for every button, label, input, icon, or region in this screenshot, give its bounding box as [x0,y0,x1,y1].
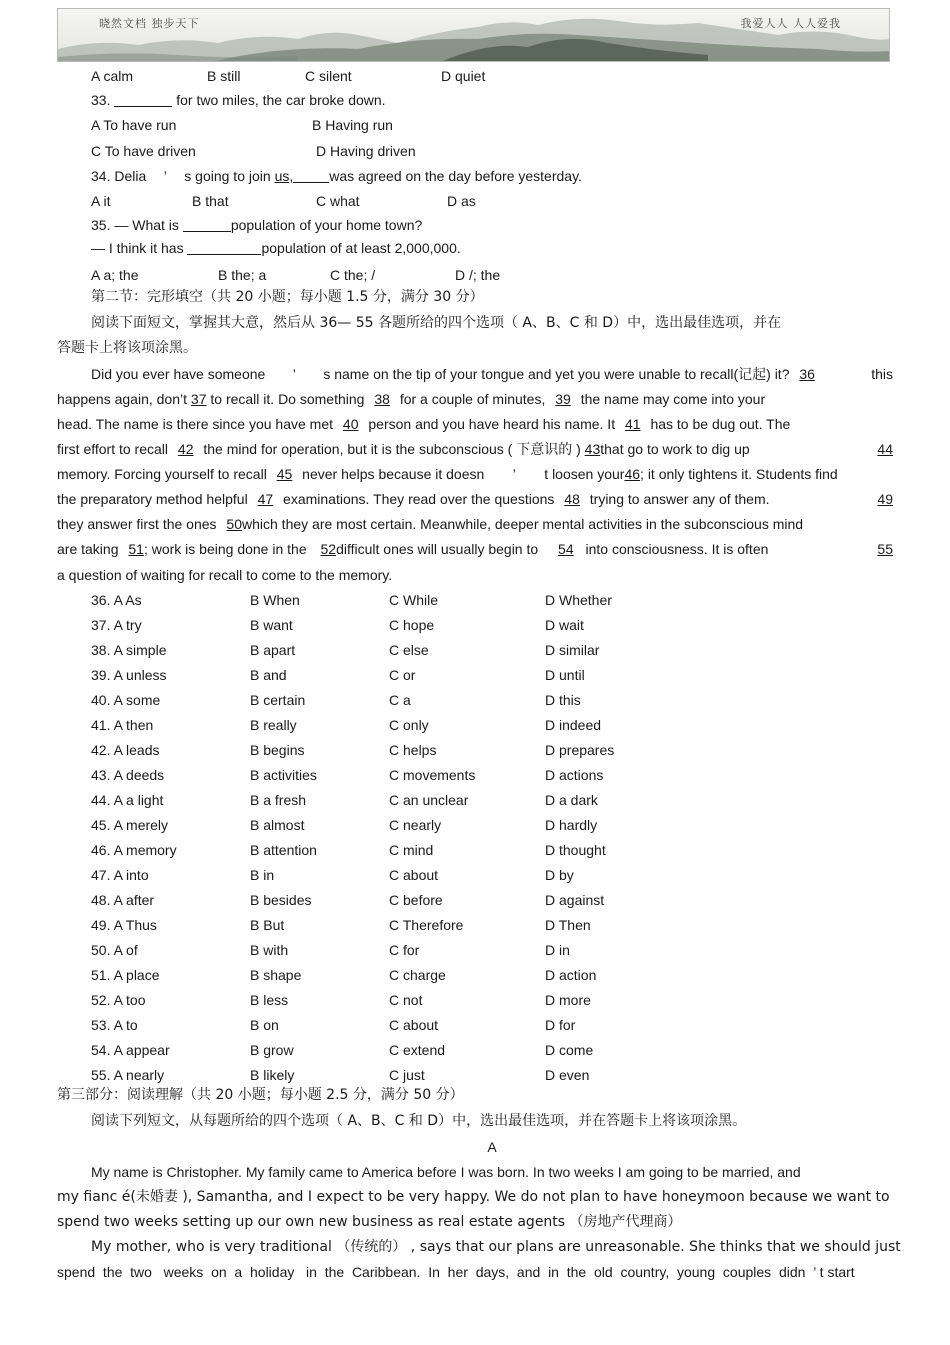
cloze-q47-option-b: B in [250,867,275,883]
cloze-q39-option-d: D until [545,667,585,683]
cloze-text: t [183,391,188,407]
cloze-q52-option-b: B less [250,992,289,1008]
cloze-q41-option-b: B really [250,717,297,733]
cloze-q46-option-d: D thought [545,842,606,858]
cloze-blank-36: 36 [799,366,815,382]
cloze-q48-option-a: 48. A after [91,892,155,908]
q33-option-d: D Having driven [316,143,416,159]
cloze-text: memory. Forcing yourself to recall [57,466,267,482]
cloze-q50-option-c: C for [389,942,420,958]
cloze-q45-option-a: 45. A merely [91,817,169,833]
cloze-q36-option-a: 36. A As [91,592,142,608]
cloze-q41-option-d: D indeed [545,717,602,733]
q33-text: for two miles, the car broke down. [176,92,386,108]
cloze-q51-option-b: B shape [250,967,302,983]
cloze-q45-option-d: D hardly [545,817,598,833]
q34-option-a: A it [91,193,111,209]
section2-heading: 第二节：完形填空（共 20 小题；每小题 1.5 分，满分 30 分） [91,289,484,305]
q33-option-c: C To have driven [91,143,196,159]
cloze-blank-40: 40 [342,416,359,432]
cloze-q49-option-a: 49. A Thus [91,917,157,933]
q32-option-c: C silent [305,68,352,84]
cloze-blank-47: 47 [257,491,274,507]
cloze-blank-45: 45 [276,466,293,482]
passage-a-p1-line2: my fianc é(未婚妻 ), Samantha, and I expect to be very happy. We do not plan to have honeymoon because we want to [57,1189,890,1205]
cloze-q39-option-c: C or [389,667,416,683]
cloze-q53-option-b: B on [250,1017,279,1033]
cloze-apostrophe: ’ [512,466,516,482]
cloze-q40-option-b: B certain [250,692,306,708]
cloze-text: ; work is being done in the [143,541,307,557]
cloze-q46-option-a: 46. A memory [91,842,177,858]
cloze-q55-option-d: D even [545,1067,590,1083]
cloze-q40-option-a: 40. A some [91,692,161,708]
passage-a-p2-line2: spend the two weeks on a holiday in the Caribbean. In her days, and in the old country, young couples didn ’ t start [57,1264,855,1280]
q33-stem [91,91,386,109]
cloze-blank-46: 46 [624,466,641,482]
cloze-line-1 [91,365,893,384]
q35-option-a: A a; the [91,267,139,283]
cloze-q39-option-b: B and [250,667,287,683]
cloze-q53-option-d: D for [545,1017,576,1033]
q34-prefix: 34. Delia [91,168,147,184]
passage-a-p2-line1: My mother, who is very traditional （传统的） , says that our plans are unreasonable. She thinks that we should just [91,1239,901,1255]
cloze-q36-option-c: C While [389,592,439,608]
cloze-blank-38: 38 [374,391,390,407]
section3-instruction: 阅读下列短文，从每题所给的四个选项（ A、B、C 和 D）中，选出最佳选项，并在答题卡上将该项涂黑。 [91,1113,747,1129]
cloze-blank-44: 44 [877,441,893,457]
cloze-q47-option-a: 47. A into [91,867,149,883]
cloze-blank-51: 51 [128,541,144,557]
cloze-blank-49: 49 [877,491,893,507]
cloze-apostrophe: ’ [180,391,184,407]
q33-blank [114,92,172,107]
cloze-text: ) [576,441,581,457]
q32-option-b: B still [207,68,241,84]
section2-instruction-line2: 答题卡上将该项涂黑。 [57,340,197,356]
q34-middle: s going to join [184,168,275,184]
banner-left-text: 晓然文档 独步天下 [99,17,200,30]
cloze-text: first effort to recall [57,441,169,457]
q35-option-c: C the; / [330,267,376,283]
cloze-line-9: a question of waiting for recall to come to the memory. [57,567,393,583]
cloze-text: which they are most certain. Meanwhile, deeper mental activities in the subconscious mind [242,516,804,532]
cloze-q50-option-d: D in [545,942,570,958]
cloze-text: difficult ones will usually begin to [336,541,539,557]
cloze-line-2 [57,390,893,408]
cloze-text: examinations. They read over the questions [283,491,555,507]
cloze-text: ) it? [766,366,790,382]
cloze-text: to recall it. Do something [210,391,365,407]
cloze-q49-option-b: B But [250,917,285,933]
cloze-blank-41: 41 [624,416,641,432]
cloze-text: head. The name is there since you have met [57,416,334,432]
header-banner [57,8,890,62]
cloze-q49-option-c: C Therefore [389,917,464,933]
cloze-q39-option-a: 39. A unless [91,667,167,683]
cloze-q46-option-c: C mind [389,842,434,858]
cloze-text: ; it only tightens it. Students find [640,466,838,482]
cloze-q37-option-a: 37. A try [91,617,142,633]
cloze-q54-option-d: D come [545,1042,594,1058]
cloze-blank-43: 43 [584,441,601,457]
q34-option-c: C what [316,193,360,209]
cloze-q47-option-d: D by [545,867,574,883]
cloze-q48-option-c: C before [389,892,443,908]
cloze-blank-55: 55 [877,541,893,557]
cloze-q37-option-d: D wait [545,617,584,633]
cloze-q48-option-d: D against [545,892,605,908]
cloze-text: for a couple of minutes, [399,391,546,407]
cloze-blank-39: 39 [555,391,571,407]
cloze-q55-option-a: 55. A nearly [91,1067,165,1083]
cloze-q53-option-c: C about [389,1017,439,1033]
cloze-blank-48: 48 [564,491,580,507]
cloze-q37-option-c: C hope [389,617,435,633]
cloze-text: never helps because it doesn [302,466,485,482]
cloze-q43-option-a: 43. A deeds [91,767,165,783]
q34-stem [91,167,582,185]
cloze-text: happens again, don [57,391,180,407]
cloze-q43-option-d: D actions [545,767,604,783]
q34-option-b: B that [192,193,229,209]
cloze-line-4 [57,440,893,459]
cloze-q45-option-b: B almost [250,817,305,833]
cloze-q36-option-b: B When [250,592,300,608]
q35-stem-line1 [91,216,422,234]
cloze-q43-option-b: B activities [250,767,317,783]
q35-blank-1 [183,217,231,232]
cloze-q54-option-c: C extend [389,1042,446,1058]
cloze-q42-option-c: C helps [389,742,437,758]
cloze-text: are taking [57,541,119,557]
q35-line1-prefix: 35. — What is [91,217,179,233]
cloze-q44-option-c: C an unclear [389,792,469,808]
cloze-q41-option-a: 41. A then [91,717,154,733]
cloze-q44-option-a: 44. A a light [91,792,164,808]
cloze-q52-option-c: C not [389,992,423,1008]
banner-right-text: 我爱人人 人人爱我 [740,17,841,30]
cloze-gloss: 下意识的 [516,442,573,458]
q34-apostrophe: ’ [163,168,167,184]
q35-stem-line2 [91,239,461,257]
cloze-q50-option-a: 50. A of [91,942,138,958]
cloze-text: person and you have heard his name. It [368,416,616,432]
section3-heading: 第三部分：阅读理解（共 20 小题；每小题 2.5 分，满分 50 分） [57,1087,464,1103]
cloze-q53-option-a: 53. A to [91,1017,138,1033]
q35-line1-post: population of your home town? [230,217,423,233]
q35-blank-2 [187,240,261,255]
cloze-q52-option-d: D more [545,992,591,1008]
cloze-q51-option-a: 51. A place [91,967,160,983]
q32-option-a: A calm [91,68,134,84]
cloze-q47-option-c: C about [389,867,439,883]
cloze-q37-option-b: B want [250,617,293,633]
cloze-q50-option-b: B with [250,942,289,958]
cloze-q55-option-c: C just [389,1067,425,1083]
q35-line2-prefix: — I think it has [91,240,184,256]
cloze-line-6 [57,490,893,508]
cloze-text: has to be dug out. The [650,416,791,432]
cloze-q48-option-b: B besides [250,892,312,908]
cloze-text: the preparatory method helpful [57,491,248,507]
cloze-q51-option-c: C charge [389,967,446,983]
q33-number: 33. [91,92,111,108]
cloze-q52-option-a: 52. A too [91,992,146,1008]
cloze-text: this [871,366,893,382]
cloze-q38-option-c: C else [389,642,429,658]
cloze-gloss: 记起 [738,367,767,383]
cloze-text: trying to answer any of them. [589,491,770,507]
cloze-q42-option-b: B begins [250,742,305,758]
cloze-q38-option-d: D similar [545,642,600,658]
cloze-q51-option-d: D action [545,967,597,983]
cloze-text: that go to work to dig up [600,441,750,457]
cloze-text: s name on the tip of your tongue and yet you were unable to recall( [323,366,739,382]
cloze-q44-option-d: D a dark [545,792,598,808]
cloze-line-7 [57,515,893,533]
cloze-apostrophe: ’ [292,366,296,382]
cloze-blank-50: 50 [226,516,242,532]
cloze-q40-option-c: C a [389,692,411,708]
cloze-q54-option-b: B grow [250,1042,294,1058]
passage-a-p1-line3: spend two weeks setting up our own new business as real estate agents （房地产代理商） [57,1214,682,1230]
cloze-q55-option-b: B likely [250,1067,295,1083]
cloze-text: they answer first the ones [57,516,217,532]
cloze-line-5 [57,465,893,483]
cloze-text: into consciousness. It is often [585,541,769,557]
q33-option-b: B Having run [312,117,393,133]
cloze-q44-option-b: B a fresh [250,792,307,808]
passage-a-p1-line1: My name is Christopher. My family came to America before I was born. In two weeks I am going to be married, and [91,1164,801,1180]
passage-a-label: A [487,1139,497,1155]
q34-us: us, [274,168,294,184]
q34-post: was agreed on the day before yesterday. [329,168,582,184]
cloze-text: the name may come into your [580,391,766,407]
cloze-q40-option-d: D this [545,692,581,708]
cloze-text: t loosen your [544,466,625,482]
cloze-q43-option-c: C movements [389,767,476,783]
q32-option-d: D quiet [441,68,486,84]
cloze-line-3 [57,415,893,433]
cloze-line-8 [57,540,893,558]
cloze-q54-option-a: 54. A appear [91,1042,170,1058]
cloze-q46-option-b: B attention [250,842,317,858]
cloze-blank-54: 54 [558,541,574,557]
q35-option-d: D /; the [455,267,501,283]
cloze-q45-option-c: C nearly [389,817,442,833]
cloze-q42-option-a: 42. A leads [91,742,160,758]
section2-instruction-line1: 阅读下面短文，掌握其大意，然后从 36— 55 各题所给的四个选项（ A、B、C 和 D）中，选出最佳选项，并在 [91,315,782,331]
q35-line2-post: population of at least 2,000,000. [261,240,461,256]
cloze-q36-option-d: D Whether [545,592,612,608]
q35-option-b: B the; a [218,267,267,283]
cloze-q38-option-b: B apart [250,642,296,658]
cloze-blank-52: 52 [320,541,337,557]
cloze-q42-option-d: D prepares [545,742,615,758]
cloze-q38-option-a: 38. A simple [91,642,167,658]
cloze-blank-37: 37 [190,391,207,407]
cloze-q49-option-d: D Then [545,917,591,933]
q34-option-d: D as [447,193,476,209]
cloze-text: the mind for operation, but it is the subconscious ( [203,441,513,457]
q34-blank [293,168,329,183]
q33-option-a: A To have run [91,117,177,133]
cloze-text: Did you ever have someone [91,366,266,382]
cloze-q41-option-c: C only [389,717,429,733]
cloze-blank-42: 42 [177,441,194,457]
